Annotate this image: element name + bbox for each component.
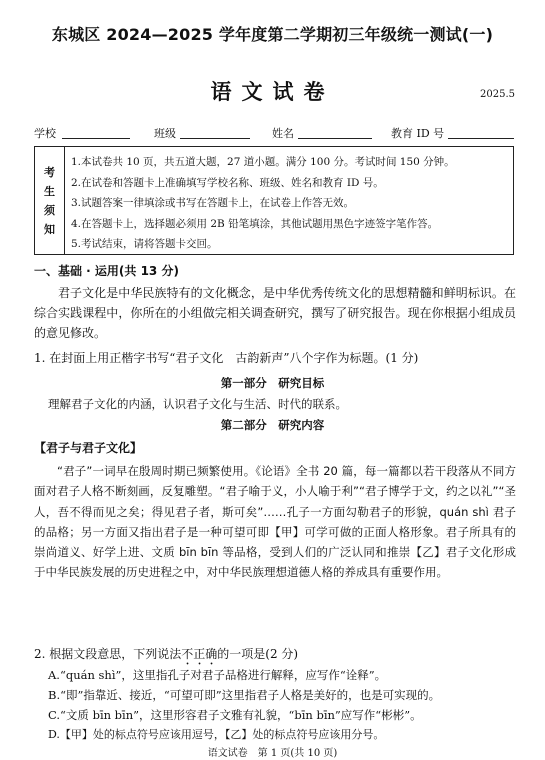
exam-notice-box: [34, 146, 514, 255]
subject-title: 语文试卷: [210, 79, 335, 104]
notice-rule: 4.在答题卡上，选择题必须用 2B 铅笔填涂，其他试题用黑色字迹签字笔作答。: [71, 217, 439, 230]
exam-title: 东城区 2024—2025 学年度第二学期初三年级统一测试(一): [51, 25, 494, 44]
class-field[interactable]: [180, 138, 250, 139]
option-d: D.【甲】处的标点符号应该用逗号，【乙】处的标点符号应该用分号。: [48, 728, 385, 741]
notice-rules: [71, 152, 506, 255]
notice-rule: 3.试题答案一律填涂或书写在答题卡上，在试卷上作答无效。: [71, 197, 355, 209]
name-label: 姓名: [272, 127, 294, 140]
student-info-line: [34, 125, 514, 141]
reading-paragraph: “君子”一词早在殷周时期已频繁使用。《论语》全书 20 篇，每一篇都以若干段落从不同方面对君子人格不断刻画，反复雕塑。“君子喻于义，小人喻于利”“君子博学于文，约之以礼”“圣人，吾不得而见之矣；得见君子者，斯可矣”……孔子一方面勾勒君子的形貌，quán shì 君子的品格；另一方面又指出君子是一种可望可即【甲】可学可做的正面人格形象。君子所具有的崇尚道义、好学上进、文质 bīn bīn 等品格，受到人们的广泛认同和推崇【乙】君子文化形成于中华民族发展的历史进程之中，对中华民族理想道德人格的养成具有重要作用。: [34, 464, 516, 580]
part1-text: 理解君子文化的内涵，认识君子文化与生活、时代的联系。: [48, 397, 347, 411]
edu-id-field[interactable]: [448, 138, 514, 139]
option-c: C.“文质 bīn bīn”，这里形容君子文雅有礼貌，“bīn bīn”应写作“彬彬”。: [48, 708, 422, 722]
notice-rule: 1.本试卷共 10 页，共五道大题，27 道小题。满分 100 分。考试时间 150 分钟。: [71, 156, 455, 168]
subsection-title: 【君子与君子文化】: [34, 441, 143, 455]
notice-rule: 2.在试卷和答题卡上准确填写学校名称、班级、姓名和教育 ID 号。: [71, 176, 384, 189]
name-field[interactable]: [298, 138, 372, 139]
section-intro: 君子文化是中华民族特有的文化概念，是中华优秀传统文化的思想精髓和鲜明标识。在综合实践课程中，你所在的小组做完相关调查研究，撰写了研究报告。现在你根据小组成员的意见修改。: [34, 286, 516, 340]
question-2: 2. 根据文段意思，下列说法不正确的一项是(2 分): [34, 647, 299, 661]
school-label: 学校: [34, 127, 56, 140]
section-heading: 一、基础 · 运用(共 13 分): [34, 264, 179, 278]
part1-title: 第一部分 研究目标: [220, 376, 325, 390]
class-label: 班级: [154, 127, 176, 140]
question-1: 1. 在封面上用正楷字书写“君子文化 古韵新声”八个字作为标题。(1 分): [34, 351, 419, 365]
edu-id-label: 教育 ID 号: [391, 127, 445, 140]
school-field[interactable]: [62, 138, 130, 139]
part2-title: 第二部分 研究内容: [220, 418, 325, 432]
option-b: B.“即”指靠近、接近，“可望可即”这里指君子人格是美好的，也是可实现的。: [48, 688, 441, 702]
emphasis-text: 不正确: [181, 647, 218, 661]
notice-label: 考 生 须 知: [35, 147, 65, 254]
option-a: A.“quán shì”，这里指孔子对君子品格进行解释，应写作“诠释”。: [48, 668, 387, 682]
notice-rule: 5.考试结束，请将答题卡交回。: [71, 238, 218, 250]
page-footer: 语文试卷 第 1 页(共 10 页): [207, 748, 338, 759]
exam-date: 2025.5: [480, 89, 515, 100]
